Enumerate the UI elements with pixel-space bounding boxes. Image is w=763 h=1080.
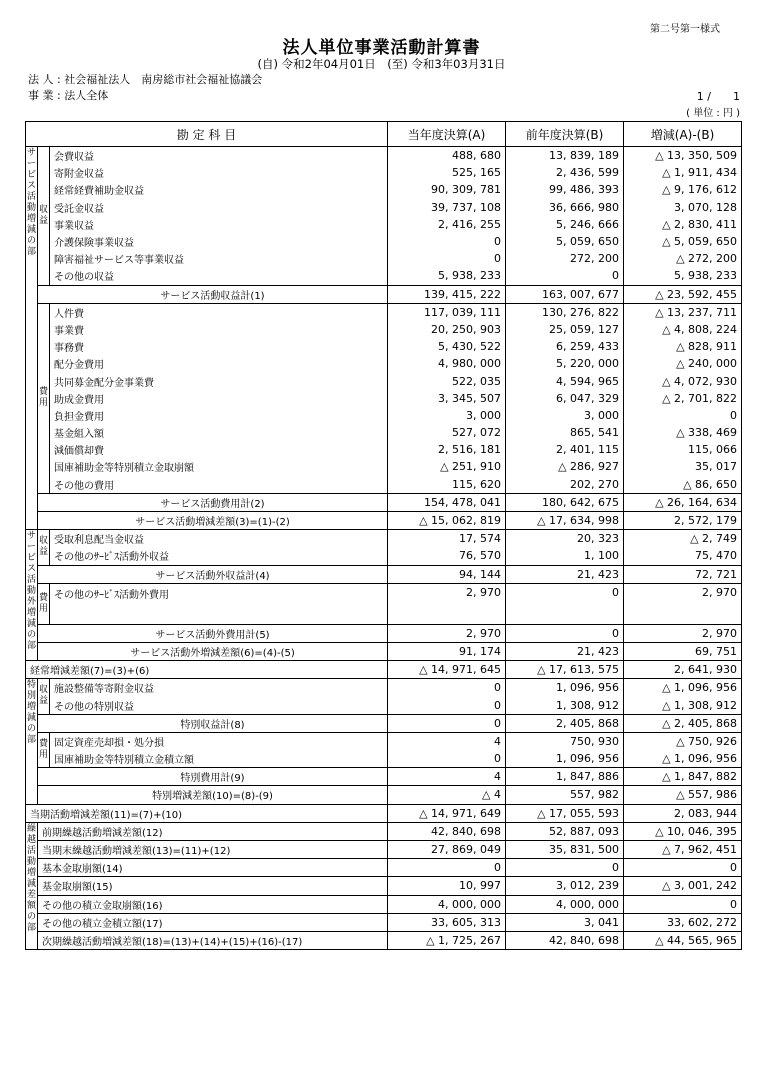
header-diff: 増減(A)-(B) [624,122,742,147]
row-label: 国庫補助金等特別積立金積立額 [50,750,388,768]
diff-value: 2, 641, 930 [624,661,742,679]
previous-value: 865, 541 [506,424,624,441]
previous-value: 5, 246, 666 [506,216,624,233]
row-label: その他の収益 [50,267,388,285]
row-label: その他の特別収益 [50,696,388,714]
row-label: 助成金費用 [50,390,388,407]
current-value: 76, 570 [388,547,506,565]
previous-value: △ 286, 927 [506,458,624,475]
diff-value: 0 [624,859,742,877]
table-row [26,355,742,372]
subtotal-row [26,624,742,642]
previous-value: 20, 323 [506,530,624,548]
table-row [26,390,742,407]
previous-value: △ 17, 613, 575 [506,661,624,679]
section-carry-label: 繰越活動増減差額の部 [26,822,38,949]
row-label: 減価償却費 [50,441,388,458]
subtotal-label: サービス活動外収益計(4) [38,565,388,583]
previous-value: 36, 666, 980 [506,199,624,216]
current-value: 3, 345, 507 [388,390,506,407]
current-value: △ 15, 062, 819 [388,511,506,529]
row-label: 事務費 [50,338,388,355]
current-value: 0 [388,750,506,768]
table-row [26,458,742,475]
previous-value: 21, 423 [506,642,624,660]
table-row [26,372,742,389]
previous-value: △ 17, 055, 593 [506,804,624,822]
previous-value: 0 [506,267,624,285]
previous-value: 35, 831, 500 [506,840,624,858]
table-row [26,583,742,624]
header-previous: 前年度決算(B) [506,122,624,147]
fiscal-period: (自) 令和2年04月01日 (至) 令和3年03月31日 [257,57,506,71]
table-row [26,696,742,714]
current-value: 4, 980, 000 [388,355,506,372]
current-value: △ 14, 971, 649 [388,804,506,822]
previous-value: 0 [506,624,624,642]
current-value: 4 [388,732,506,750]
row-label: 受託金収益 [50,199,388,216]
current-value: 0 [388,859,506,877]
subtotal-row [26,285,742,303]
row-label: 負担金費用 [50,407,388,424]
row-label: 受取利息配当金収益 [50,530,388,548]
current-value: 2, 970 [388,583,506,624]
diff-value: △ 26, 164, 634 [624,493,742,511]
diff-value: △ 13, 237, 711 [624,303,742,321]
current-value: 5, 938, 233 [388,267,506,285]
subtotal-row [26,511,742,529]
row-label: 事業費 [50,321,388,338]
current-value: 4 [388,768,506,786]
current-value: 488, 680 [388,147,506,165]
form-number: 第二号第一様式 [650,24,720,35]
service-expense-label: 費用 [38,303,50,493]
subtotal-row [26,642,742,660]
row-label: その他の積立金積立額(17) [38,913,388,931]
row-label: 経常経費補助金収益 [50,181,388,198]
previous-value: 750, 930 [506,732,624,750]
previous-value: 52, 887, 093 [506,822,624,840]
previous-value: 272, 200 [506,250,624,267]
diff-value: 35, 017 [624,458,742,475]
current-value: 91, 174 [388,642,506,660]
table-row [26,750,742,768]
section-service-label: サービス活動増減の部 [26,147,38,530]
previous-value: 1, 096, 956 [506,679,624,697]
current-value: 0 [388,679,506,697]
diff-value: 33, 602, 272 [624,913,742,931]
nonservice-income-label: 収益 [38,530,50,565]
total-row [26,804,742,822]
diff-value: 0 [624,895,742,913]
current-value: 3, 000 [388,407,506,424]
current-value: 2, 970 [388,624,506,642]
diff-value: △ 10, 046, 395 [624,822,742,840]
table-row [26,338,742,355]
table-row [26,913,742,931]
row-label: 前期繰越活動増減差額(12) [38,822,388,840]
diff-value: △ 7, 962, 451 [624,840,742,858]
previous-value: 1, 100 [506,547,624,565]
previous-value: 130, 276, 822 [506,303,624,321]
table-row [26,822,742,840]
table-row [26,476,742,494]
table-row [26,530,742,548]
table-row [26,877,742,895]
diff-value: △ 5, 059, 650 [624,233,742,250]
diff-value: 69, 751 [624,642,742,660]
row-label: 固定資産売却損・処分損 [50,732,388,750]
previous-value: 3, 041 [506,913,624,931]
table-row [26,859,742,877]
current-value: 154, 478, 041 [388,493,506,511]
current-value: 2, 516, 181 [388,441,506,458]
previous-value: 6, 259, 433 [506,338,624,355]
current-value: 4, 000, 000 [388,895,506,913]
current-value: 17, 574 [388,530,506,548]
diff-value: △ 338, 469 [624,424,742,441]
subtotal-row [26,714,742,732]
row-label: 基金組入額 [50,424,388,441]
current-value: 0 [388,250,506,267]
diff-value: 3, 070, 128 [624,199,742,216]
business-label: 事 業 : 法人全体 [28,89,109,102]
previous-value: 163, 007, 677 [506,285,624,303]
diff-value: 72, 721 [624,565,742,583]
subtotal-label: サービス活動増減差額(3)=(1)-(2) [38,511,388,529]
previous-value: 5, 059, 650 [506,233,624,250]
current-value: 20, 250, 903 [388,321,506,338]
diff-value: △ 1, 096, 956 [624,750,742,768]
table-row [26,181,742,198]
subtotal-label: サービス活動費用計(2) [38,493,388,511]
current-value: △ 251, 910 [388,458,506,475]
current-value: 0 [388,696,506,714]
diff-value: △ 4, 072, 930 [624,372,742,389]
section-nonservice-label: サービス活動外増減の部 [26,530,38,661]
diff-value: △ 23, 592, 455 [624,285,742,303]
subtotal-label: サービス活動外増減差額(6)=(4)-(5) [38,642,388,660]
previous-value: 202, 270 [506,476,624,494]
current-value: 90, 309, 781 [388,181,506,198]
diff-value: 5, 938, 233 [624,267,742,285]
diff-value: △ 750, 926 [624,732,742,750]
total-row [26,661,742,679]
previous-value: 42, 840, 698 [506,931,624,949]
table-header-row [26,122,742,147]
table-row [26,840,742,858]
diff-value: △ 13, 350, 509 [624,147,742,165]
row-label: 寄附金収益 [50,164,388,181]
diff-value: 75, 470 [624,547,742,565]
subtotal-row [26,565,742,583]
diff-value: △ 272, 200 [624,250,742,267]
row-label: 基金取崩額(15) [38,877,388,895]
current-value: 94, 144 [388,565,506,583]
previous-value: 1, 847, 886 [506,768,624,786]
table-row [26,424,742,441]
diff-value: 115, 066 [624,441,742,458]
current-value: 527, 072 [388,424,506,441]
section-special-label: 特別増減の部 [26,679,38,804]
diff-value: △ 240, 000 [624,355,742,372]
previous-value: 13, 839, 189 [506,147,624,165]
row-label: 国庫補助金等特別積立金取崩額 [50,458,388,475]
previous-value: 3, 000 [506,407,624,424]
diff-value: △ 1, 911, 434 [624,164,742,181]
table-row [26,407,742,424]
table-row [26,679,742,697]
diff-value: △ 828, 911 [624,338,742,355]
page-number: 1 / 1 [696,90,740,103]
row-label: 配分金費用 [50,355,388,372]
current-value: 115, 620 [388,476,506,494]
previous-value: 4, 594, 965 [506,372,624,389]
row-label: 施設整備等寄附金収益 [50,679,388,697]
diff-value: △ 2, 405, 868 [624,714,742,732]
diff-value: 0 [624,407,742,424]
table-row [26,164,742,181]
previous-value: 5, 220, 000 [506,355,624,372]
subtotal-label: サービス活動収益計(1) [38,285,388,303]
unit-label: ( 単位 : 円 ) [686,108,740,119]
diff-value: △ 2, 830, 411 [624,216,742,233]
previous-value: 0 [506,859,624,877]
current-value: △ 4 [388,786,506,804]
row-label: その他のｻｰﾋﾞｽ活動外収益 [50,547,388,565]
row-label: 当期末繰越活動増減差額(13)=(11)+(12) [38,840,388,858]
row-label: 介護保険事業収益 [50,233,388,250]
diff-value: △ 86, 650 [624,476,742,494]
row-label: 基本金取崩額(14) [38,859,388,877]
table-row [26,321,742,338]
previous-value: 99, 486, 393 [506,181,624,198]
previous-value: 2, 401, 115 [506,441,624,458]
previous-value: 3, 012, 239 [506,877,624,895]
previous-value: 2, 436, 599 [506,164,624,181]
table-row [26,147,742,165]
previous-value: △ 17, 634, 998 [506,511,624,529]
diff-value: △ 4, 808, 224 [624,321,742,338]
table-row [26,199,742,216]
row-label: その他の費用 [50,476,388,494]
previous-value: 0 [506,583,624,624]
subtotal-label: 特別増減差額(10)=(8)-(9) [38,786,388,804]
diff-value: 2, 970 [624,583,742,624]
current-value: 27, 869, 049 [388,840,506,858]
current-value: 525, 165 [388,164,506,181]
diff-value: 2, 083, 944 [624,804,742,822]
table-row [26,931,742,949]
table-row [26,547,742,565]
previous-value: 1, 308, 912 [506,696,624,714]
previous-value: 25, 059, 127 [506,321,624,338]
total-label: 経常増減差額(7)=(3)+(6) [26,661,388,679]
subtotal-label: サービス活動外費用計(5) [38,624,388,642]
table-row [26,303,742,321]
subtotal-label: 特別収益計(8) [38,714,388,732]
current-value: △ 1, 725, 267 [388,931,506,949]
current-value: 42, 840, 698 [388,822,506,840]
diff-value: 2, 970 [624,624,742,642]
current-value: 139, 415, 222 [388,285,506,303]
previous-value: 1, 096, 956 [506,750,624,768]
nonservice-expense-label: 費用 [38,583,50,624]
previous-value: 4, 000, 000 [506,895,624,913]
diff-value: △ 557, 986 [624,786,742,804]
table-row [26,441,742,458]
current-value: 39, 737, 108 [388,199,506,216]
special-expense-label: 費用 [38,732,50,767]
previous-value: 21, 423 [506,565,624,583]
previous-value: 180, 642, 675 [506,493,624,511]
row-label: 共同募金配分金事業費 [50,372,388,389]
diff-value: △ 1, 308, 912 [624,696,742,714]
total-label: 当期活動増減差額(11)=(7)+(10) [26,804,388,822]
header-current: 当年度決算(A) [388,122,506,147]
row-label: 障害福祉サービス等事業収益 [50,250,388,267]
diff-value: △ 3, 001, 242 [624,877,742,895]
diff-value: △ 9, 176, 612 [624,181,742,198]
current-value: 5, 430, 522 [388,338,506,355]
diff-value: △ 2, 701, 822 [624,390,742,407]
current-value: 0 [388,714,506,732]
table-row [26,216,742,233]
table-row [26,732,742,750]
row-label: その他の積立金取崩額(16) [38,895,388,913]
row-label: 人件費 [50,303,388,321]
diff-value: △ 44, 565, 965 [624,931,742,949]
diff-value: △ 2, 749 [624,530,742,548]
table-row [26,895,742,913]
current-value: △ 14, 971, 645 [388,661,506,679]
row-label: 事業収益 [50,216,388,233]
header-account: 勘 定 科 目 [26,122,388,147]
table-row [26,250,742,267]
subtotal-row [26,493,742,511]
special-income-label: 収益 [38,679,50,714]
previous-value: 6, 047, 329 [506,390,624,407]
page-title: 法人単位事業活動計算書 [282,38,481,58]
diff-value: 2, 572, 179 [624,511,742,529]
current-value: 33, 605, 313 [388,913,506,931]
subtotal-label: 特別費用計(9) [38,768,388,786]
current-value: 10, 997 [388,877,506,895]
row-label: その他のｻｰﾋﾞｽ活動外費用 [50,583,388,624]
corporation-label: 法 人 : 社会福祉法人 南房総市社会福祉協議会 [28,73,263,86]
activity-statement-table [25,121,742,950]
previous-value: 2, 405, 868 [506,714,624,732]
current-value: 522, 035 [388,372,506,389]
table-row [26,267,742,285]
diff-value: △ 1, 847, 882 [624,768,742,786]
current-value: 117, 039, 111 [388,303,506,321]
service-income-label: 収益 [38,147,50,286]
diff-value: △ 1, 096, 956 [624,679,742,697]
row-label: 次期繰越活動増減差額(18)=(13)+(14)+(15)+(16)-(17) [38,931,388,949]
table-row [26,233,742,250]
row-label: 会費収益 [50,147,388,165]
subtotal-row [26,786,742,804]
subtotal-row [26,768,742,786]
current-value: 2, 416, 255 [388,216,506,233]
current-value: 0 [388,233,506,250]
previous-value: 557, 982 [506,786,624,804]
